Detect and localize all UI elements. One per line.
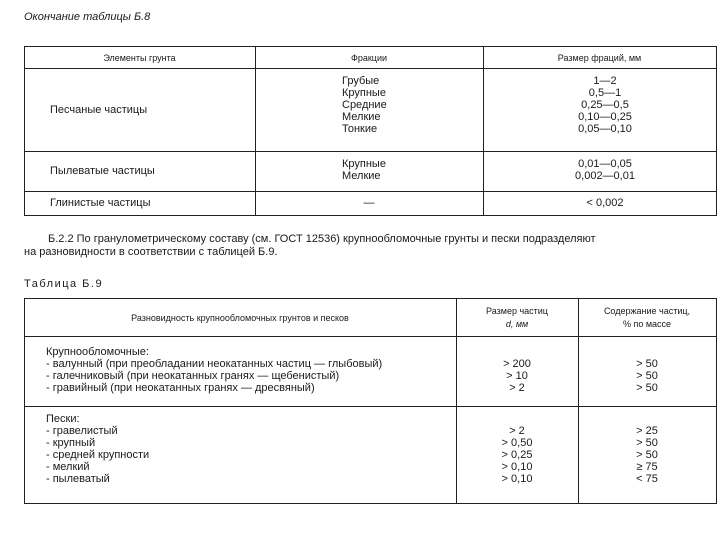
table-b8-fraction-clay: — xyxy=(363,197,375,209)
content-value: > 50 xyxy=(636,370,658,382)
table-b9-right-border xyxy=(716,298,717,504)
table-b8-caption: Окончание таблицы Б.8 xyxy=(24,11,151,23)
table-b8-element-sand: Песчаные частицы xyxy=(50,104,148,116)
table-b8-col-border xyxy=(483,46,484,216)
fraction-label: Мелкие xyxy=(342,170,381,182)
size-value: 0,01—0,05 xyxy=(578,158,632,170)
table-b9-left-border xyxy=(24,298,25,504)
table-b8-row-border xyxy=(24,151,717,152)
size-value: 1—2 xyxy=(593,75,617,87)
table-b9-sizes-sand xyxy=(456,425,578,485)
table-b9-header-variety: Разновидность крупнообломочных грунтов и песков xyxy=(131,313,349,323)
variety-label: Крупнообломочные: xyxy=(46,346,149,358)
table-b8-left-border xyxy=(24,46,25,216)
table-b8-header-border xyxy=(24,68,717,69)
table-b9-top-border xyxy=(24,298,717,299)
variety-label: - пылеватый xyxy=(46,473,110,485)
content-value: > 25 xyxy=(636,425,658,437)
fraction-label: Крупные xyxy=(342,87,386,99)
table-b8-header-fractions: Фракции xyxy=(351,53,387,63)
variety-label: - средней крупности xyxy=(46,449,150,461)
size-value: > 2 xyxy=(509,382,525,394)
size-value: > 200 xyxy=(503,358,531,370)
fraction-label: Тонкие xyxy=(342,123,378,135)
table-b9-title: Таблица Б.9 xyxy=(24,278,104,290)
size-value: > 0,10 xyxy=(501,461,533,473)
fraction-label: Крупные xyxy=(342,158,386,170)
table-b9-row-border xyxy=(24,406,717,407)
size-value: > 10 xyxy=(506,370,528,382)
content-value: < 75 xyxy=(636,473,658,485)
table-b9-header-border xyxy=(24,336,717,337)
size-value: 0,25—0,5 xyxy=(581,99,629,111)
size-value: 0,10—0,25 xyxy=(578,111,632,123)
table-b8-header-elements: Элементы грунта xyxy=(103,53,176,63)
content-value: > 50 xyxy=(636,449,658,461)
paragraph-b22: Б.2.2 По гранулометрическому составу (см. ГОСТ 12536) крупнообломочные грунты и пески подразделяют xyxy=(48,233,596,245)
table-b8-right-border xyxy=(716,46,717,216)
size-value: > 0,50 xyxy=(501,437,533,449)
table-b8-sizes-silt xyxy=(555,158,655,182)
size-value: 0,05—0,10 xyxy=(578,123,632,135)
content-value: > 50 xyxy=(636,437,658,449)
paragraph-b22-continued: на разновидности в соответствии с таблицей Б.9. xyxy=(24,246,278,258)
variety-label: - гравелистый xyxy=(46,425,118,437)
size-value: 0,5—1 xyxy=(588,87,622,99)
table-b8-fractions-sand xyxy=(342,75,387,135)
size-value: > 0,25 xyxy=(501,449,533,461)
variety-label: - мелкий xyxy=(46,461,90,473)
table-b8-element-clay: Глинистые частицы xyxy=(50,197,151,209)
table-b8-element-silt: Пылеватые частицы xyxy=(50,165,155,177)
table-b9-header-content-2: % по массе xyxy=(622,319,672,329)
content-value: > 50 xyxy=(636,358,658,370)
fraction-label: Мелкие xyxy=(342,111,381,123)
table-b8-row-border xyxy=(24,191,717,192)
table-b9-contents-sand xyxy=(578,425,716,485)
content-value: > 50 xyxy=(636,382,658,394)
table-b8-col-border xyxy=(255,46,256,216)
table-b8-bottom-border xyxy=(24,215,717,216)
table-b9-group-coarse xyxy=(46,346,382,394)
variety-label: - крупный xyxy=(46,437,96,449)
size-value: > 0,10 xyxy=(501,473,533,485)
table-b9-header-size-2: d, мм xyxy=(505,319,529,329)
content-value: ≥ 75 xyxy=(636,461,658,473)
table-b9-contents-coarse xyxy=(578,358,716,394)
table-b9-header-size-1: Размер частиц xyxy=(486,306,548,316)
size-value: 0,002—0,01 xyxy=(575,170,635,182)
table-b8-size-clay: < 0,002 xyxy=(586,197,624,209)
variety-label: Пески: xyxy=(46,413,80,425)
variety-label: - гравийный (при неокатанных гранях — дресвяный) xyxy=(46,382,315,394)
table-b8-sizes-sand xyxy=(555,75,655,135)
variety-label: - валунный (при преобладании неокатанных частиц — глыбовый) xyxy=(46,358,383,370)
table-b9-sizes-coarse xyxy=(456,358,578,394)
table-b9-bottom-border xyxy=(24,503,717,504)
fraction-label: Грубые xyxy=(342,75,380,87)
fraction-label: Средние xyxy=(342,99,387,111)
size-value: > 2 xyxy=(509,425,525,437)
variety-label: - галечниковый (при неокатанных гранях — щебенистый) xyxy=(46,370,340,382)
table-b8-header-size: Размер фраций, мм xyxy=(557,53,642,63)
table-b8-top-border xyxy=(24,46,717,47)
table-b9-group-sand xyxy=(46,413,149,485)
table-b8-fractions-silt xyxy=(342,158,386,182)
table-b9-header-content-1: Содержание частиц, xyxy=(603,306,691,316)
